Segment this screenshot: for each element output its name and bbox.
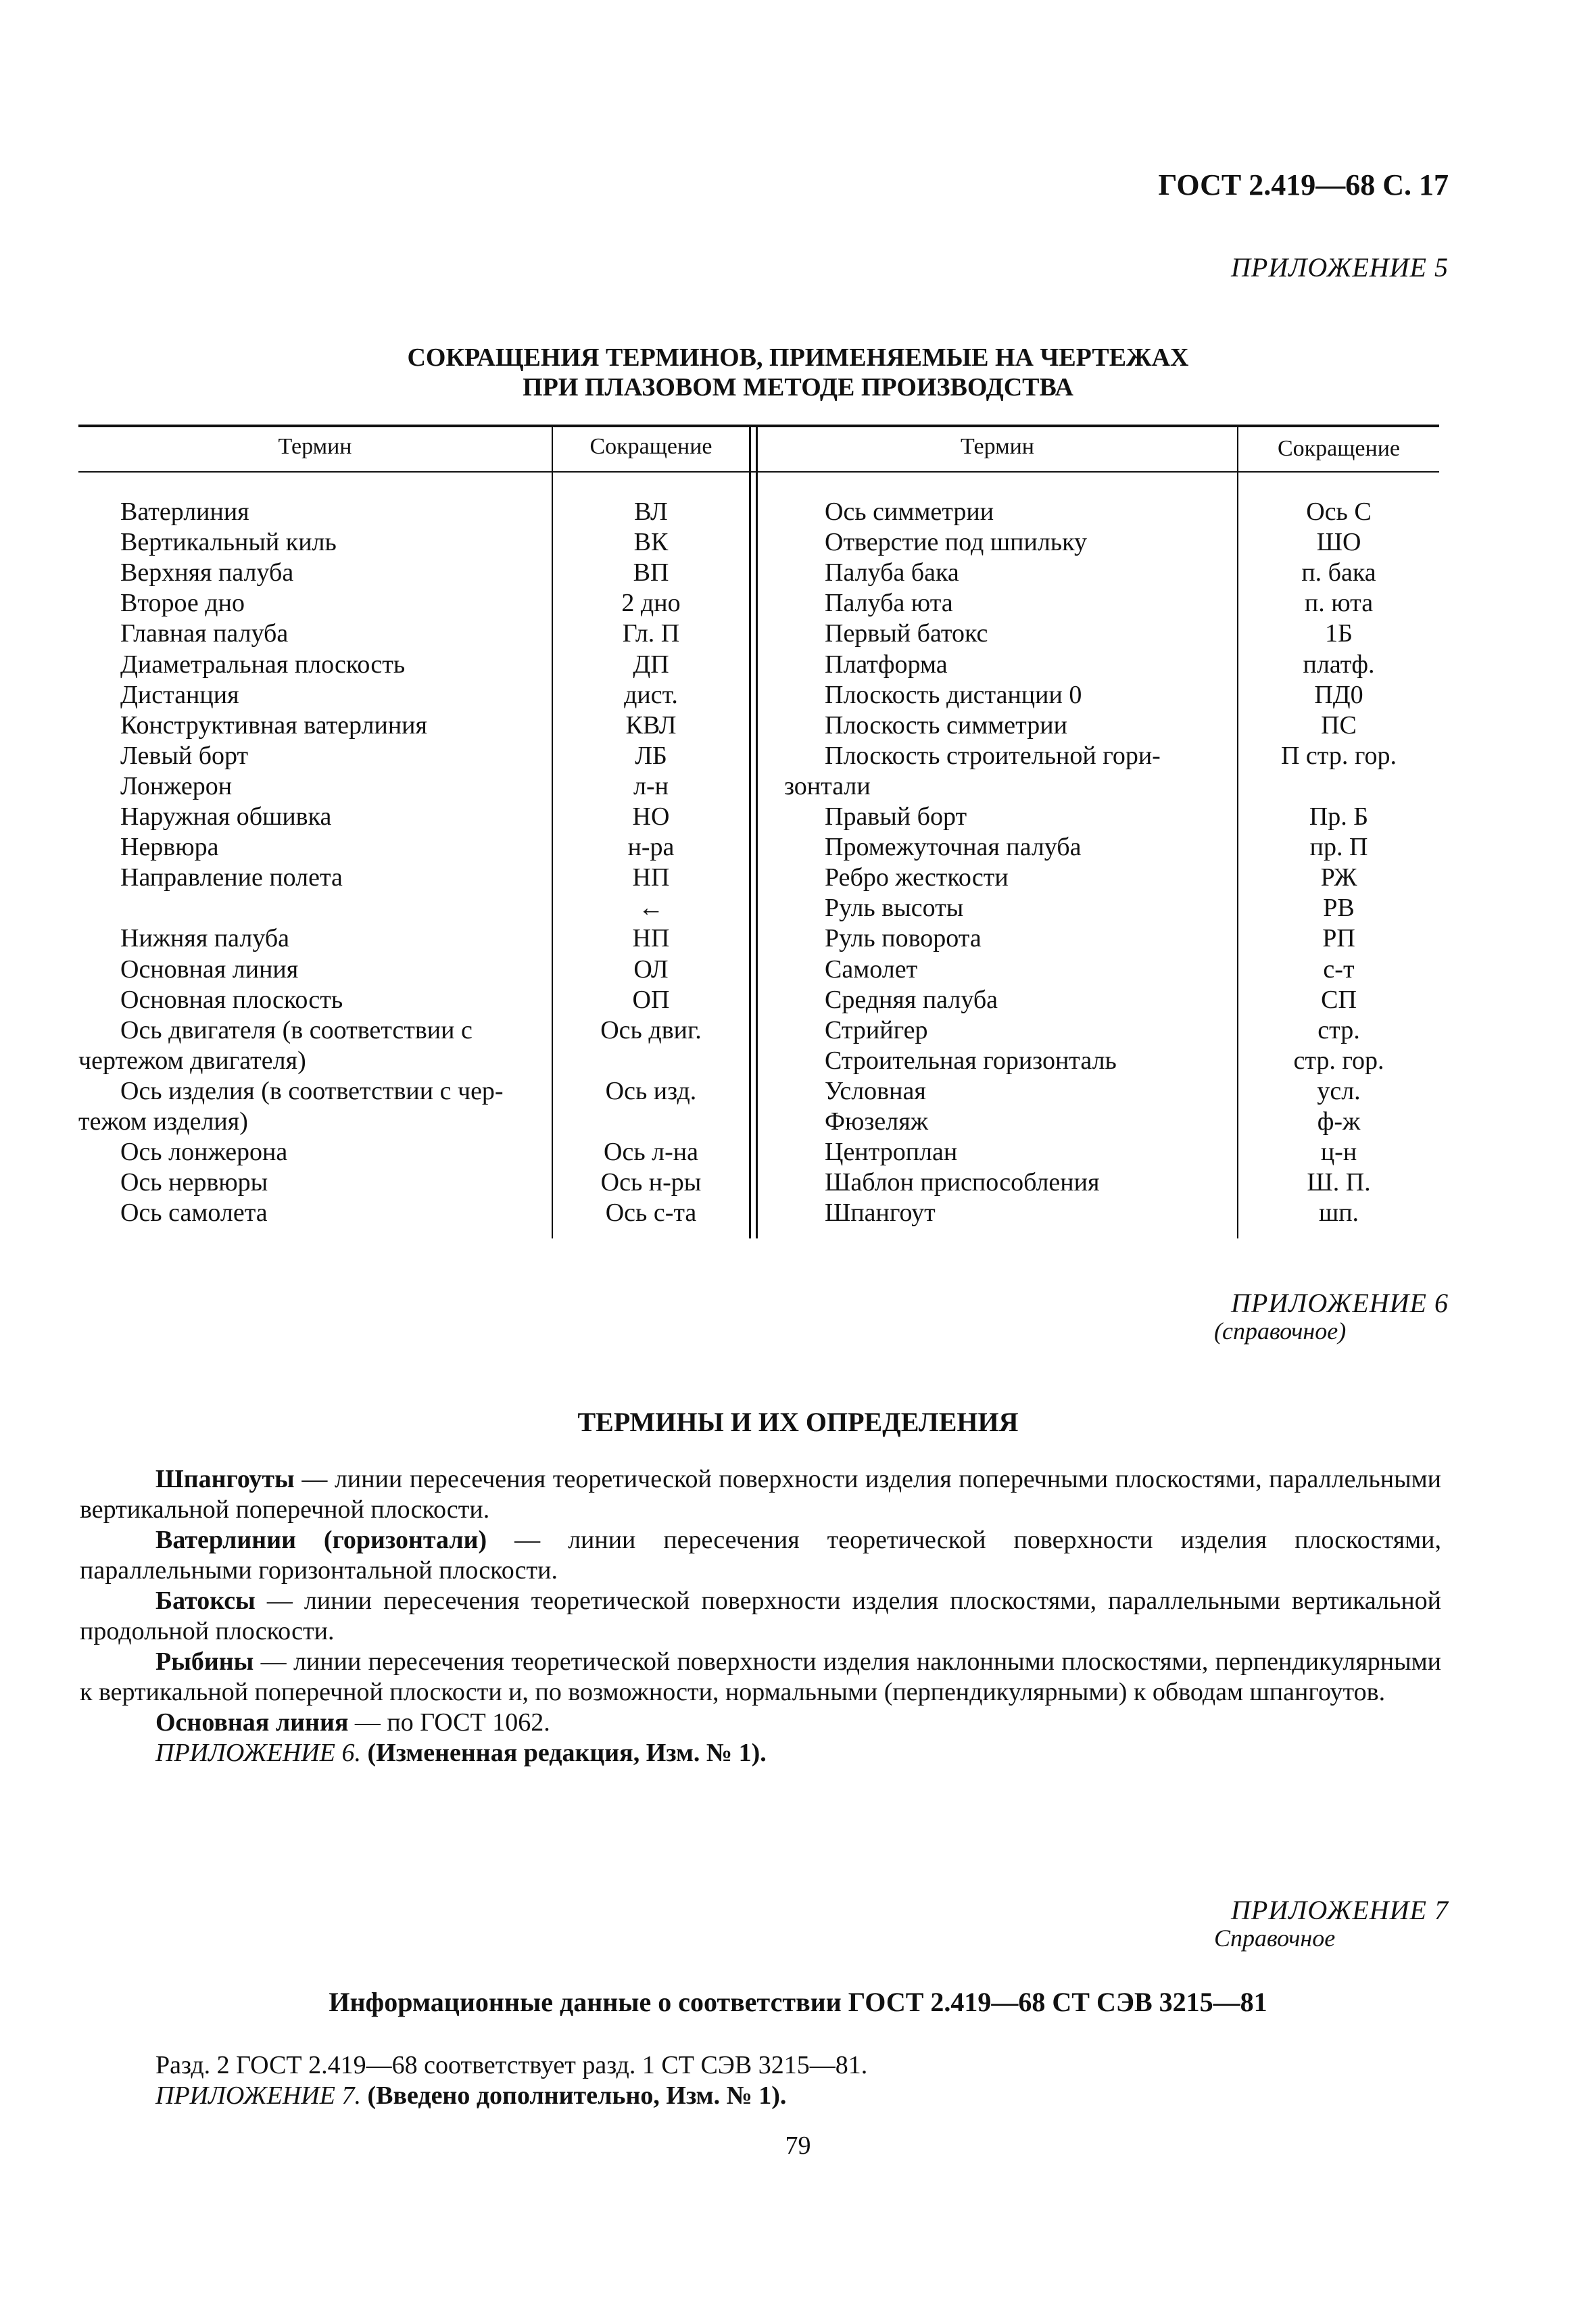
appendix-7-note: ПРИЛОЖЕНИЕ 7. (Введено дополнительно, Изм. № 1). bbox=[155, 2081, 787, 2110]
table-term-right: Средняя палуба bbox=[825, 986, 998, 1014]
table-term-left: Диаметральная плоскость bbox=[120, 650, 406, 679]
table-abbr-left: Ось двиг. bbox=[600, 1016, 702, 1044]
table-term-left: Наружная обшивка bbox=[120, 802, 332, 831]
table-abbr-right: ПС bbox=[1321, 711, 1357, 740]
table-top-rule bbox=[78, 425, 1439, 427]
table-term-left: Направление полета bbox=[120, 863, 343, 892]
table-abbr-right: П стр. гор. bbox=[1280, 742, 1397, 770]
header-abbr-right: Сокращение bbox=[1277, 436, 1401, 461]
table-abbr-right: п. юта bbox=[1304, 589, 1374, 617]
table-abbr-right: РП bbox=[1322, 924, 1355, 952]
table-term-right: Плоскость дистанции 0 bbox=[825, 681, 1082, 709]
table-term-right: зонтали bbox=[784, 772, 871, 800]
table-abbr-right: 1Б bbox=[1325, 619, 1353, 648]
page-header-code: ГОСТ 2.419—68 С. 17 bbox=[1158, 168, 1449, 201]
table-abbr-right: Ш. П. bbox=[1307, 1168, 1371, 1197]
table-abbr-right: РВ bbox=[1323, 894, 1355, 922]
table-term-right: Шаблон приспособления bbox=[825, 1168, 1100, 1197]
table-abbr-left: ОЛ bbox=[633, 955, 669, 984]
table-term-right: Стрийгер bbox=[825, 1016, 928, 1044]
table-abbr-left: Ось л-на bbox=[604, 1138, 698, 1166]
table-abbr-right: СП bbox=[1321, 986, 1357, 1014]
definition-batoksy: Батоксы — линии пересечения теоретической поверхности изделия плоскостями, параллельными вертикальной продольной плоскости. bbox=[80, 1587, 1441, 1645]
table-term-right: Ось симметрии bbox=[825, 498, 994, 526]
table-term-left: Основная плоскость bbox=[120, 986, 343, 1014]
table-term-right: Палуба юта bbox=[825, 589, 953, 617]
appendix-7-paragraph: Разд. 2 ГОСТ 2.419—68 соответствует разд. 1 СТ СЭВ 3215—81. bbox=[155, 2051, 868, 2079]
table-abbr-right: ф-ж bbox=[1317, 1107, 1361, 1136]
table-abbr-left: ДП bbox=[633, 650, 669, 679]
table-term-left: Основная линия bbox=[120, 955, 299, 984]
table-abbr-right: РЖ bbox=[1320, 863, 1357, 892]
table-abbr-right: пр. П bbox=[1309, 833, 1368, 861]
table-abbr-right: усл. bbox=[1317, 1077, 1361, 1105]
table-term-left: Вертикальный киль bbox=[120, 528, 337, 556]
table-term-left: тежом изделия) bbox=[78, 1107, 248, 1136]
table-term-left: Второе дно bbox=[120, 589, 245, 617]
table-term-right: Фюзеляж bbox=[825, 1107, 928, 1136]
table-term-right: Условная bbox=[825, 1077, 926, 1105]
appendix-7-label: ПРИЛОЖЕНИЕ 7 bbox=[1231, 1895, 1449, 1925]
table-abbr-left: л-н bbox=[633, 772, 669, 800]
table-term-right: Руль высоты bbox=[825, 894, 964, 922]
table-term-left: Ось самолета bbox=[120, 1199, 268, 1227]
table-term-left: Верхняя палуба bbox=[120, 558, 294, 587]
appendix-7-sub: Справочное bbox=[1214, 1925, 1336, 1952]
table-term-right: Правый борт bbox=[825, 802, 967, 831]
table-abbr-left: ОП bbox=[632, 986, 670, 1014]
appendix-5-title-line1: СОКРАЩЕНИЯ ТЕРМИНОВ, ПРИМЕНЯЕМЫЕ НА ЧЕРТЕЖАХ bbox=[407, 343, 1189, 372]
table-abbr-right: ШО bbox=[1316, 528, 1361, 556]
table-term-right: Самолет bbox=[825, 955, 918, 984]
table-abbr-left: КВЛ bbox=[625, 711, 677, 740]
table-abbr-right: Ось С bbox=[1306, 498, 1372, 526]
table-term-right: Палуба бака bbox=[825, 558, 959, 587]
appendix-5-label: ПРИЛОЖЕНИЕ 5 bbox=[1231, 252, 1449, 283]
table-term-right: Центроплан bbox=[825, 1138, 958, 1166]
table-term-right: Строительная горизонталь bbox=[825, 1046, 1117, 1075]
table-col-divider-2a bbox=[749, 426, 751, 1238]
table-term-left: Лонжерон bbox=[120, 772, 233, 800]
table-abbr-right: ПД0 bbox=[1314, 681, 1363, 709]
table-abbr-left: Гл. П bbox=[622, 619, 680, 648]
table-term-left: Конструктивная ватерлиния bbox=[120, 711, 427, 740]
appendix-6-label: ПРИЛОЖЕНИЕ 6 bbox=[1231, 1288, 1449, 1318]
table-term-left: Ватерлиния bbox=[120, 498, 249, 526]
table-term-left: Ось двигателя (в соответствии с bbox=[120, 1016, 473, 1044]
table-abbr-right: платф. bbox=[1303, 650, 1375, 679]
table-term-left: Дистанция bbox=[120, 681, 239, 709]
table-abbr-left: НП bbox=[632, 863, 670, 892]
appendix-6-note: ПРИЛОЖЕНИЕ 6. (Измененная редакция, Изм. № 1). bbox=[155, 1739, 767, 1767]
header-term-left: Термин bbox=[278, 434, 352, 459]
table-abbr-right: с-т bbox=[1323, 955, 1355, 984]
definitions bbox=[80, 1464, 1441, 1768]
definition-shpangouty: Шпангоуты — линии пересечения теоретической поверхности изделия поперечными плоскостями, параллельными вертикальной поперечной плоскости. bbox=[80, 1465, 1441, 1524]
table-col-divider-2b bbox=[756, 426, 758, 1238]
table-term-right: Промежуточная палуба bbox=[825, 833, 1082, 861]
appendix-7-body bbox=[80, 2050, 1441, 2111]
definition-osnovnaya-liniya: Основная линия — по ГОСТ 1062. bbox=[155, 1708, 550, 1737]
table-term-right: Плоскость симметрии bbox=[825, 711, 1067, 740]
table-term-left: Ось лонжерона bbox=[120, 1138, 288, 1166]
table-term-left: Ось нервюры bbox=[120, 1168, 268, 1197]
appendix-6-title: ТЕРМИНЫ И ИХ ОПРЕДЕЛЕНИЯ bbox=[577, 1407, 1019, 1437]
table-abbr-right: Пр. Б bbox=[1309, 802, 1369, 831]
appendix-7-title: Информационные данные о соответствии ГОСТ 2.419—68 СТ СЭВ 3215—81 bbox=[329, 1987, 1267, 2017]
table-abbr-left: ЛБ bbox=[635, 742, 667, 770]
header-abbr-left: Сокращение bbox=[589, 434, 712, 459]
table-abbr-right: п. бака bbox=[1301, 558, 1376, 587]
table-term-left: чертежом двигателя) bbox=[78, 1046, 306, 1075]
table-abbr-left: Ось н-ры bbox=[600, 1168, 702, 1197]
definition-rybiny: Рыбины — линии пересечения теоретической поверхности изделия наклонными плоскостями, перпендикулярными к вертикальной поперечной плоскости и, по возможности, нормальными (перпендикулярными) к обводам шпангоутов. bbox=[80, 1647, 1441, 1706]
table-term-right: Плоскость строительной гори- bbox=[825, 742, 1161, 770]
table-abbr-right: стр. bbox=[1317, 1016, 1360, 1044]
table-abbr-left: ← bbox=[638, 894, 664, 922]
table-abbr-right: стр. гор. bbox=[1293, 1046, 1384, 1075]
table-term-left: Левый борт bbox=[120, 742, 249, 770]
table-abbr-left: ВЛ bbox=[634, 498, 668, 526]
table-term-right: Шпангоут bbox=[825, 1199, 936, 1227]
table-term-left: Ось изделия (в соответствии с чер- bbox=[120, 1077, 504, 1105]
header-term-right: Термин bbox=[961, 434, 1034, 459]
table-term-right: Платформа bbox=[825, 650, 948, 679]
table-abbr-right: ц-н bbox=[1320, 1138, 1357, 1166]
table-term-left: Главная палуба bbox=[120, 619, 289, 648]
table-abbr-left: н-ра bbox=[627, 833, 675, 861]
table-term-right: Руль поворота bbox=[825, 924, 982, 952]
appendix-5-title-line2: ПРИ ПЛАЗОВОМ МЕТОДЕ ПРОИЗВОДСТВА bbox=[523, 373, 1073, 402]
table-term-right: Первый батокс bbox=[825, 619, 988, 648]
table-term-right: Ребро жесткости bbox=[825, 863, 1009, 892]
table-term-left: Нервюра bbox=[120, 833, 219, 861]
table-abbr-right: шп. bbox=[1318, 1199, 1359, 1227]
table-header-rule bbox=[78, 471, 1439, 473]
table-abbr-left: ВК bbox=[633, 528, 669, 556]
table-abbr-left: Ось изд. bbox=[605, 1077, 697, 1105]
table-abbr-left: Ось с-та bbox=[605, 1199, 697, 1227]
definition-vaterlinii: Ватерлинии (горизонтали) — линии пересечения теоретической поверхности изделия плоскостями, параллельными горизонтальной плоскости. bbox=[80, 1526, 1441, 1585]
table-abbr-left: НП bbox=[632, 924, 670, 952]
table-term-right: Отверстие под шпильку bbox=[825, 528, 1088, 556]
table-term-left: Нижняя палуба bbox=[120, 924, 290, 952]
table-abbr-left: ВП bbox=[633, 558, 669, 587]
appendix-6-sub: (справочное) bbox=[1214, 1318, 1347, 1345]
table-abbr-left: 2 дно bbox=[621, 589, 681, 617]
table-abbr-left: дист. bbox=[624, 681, 678, 709]
table-abbr-left: НО bbox=[632, 802, 670, 831]
page-number: 79 bbox=[785, 2131, 811, 2160]
